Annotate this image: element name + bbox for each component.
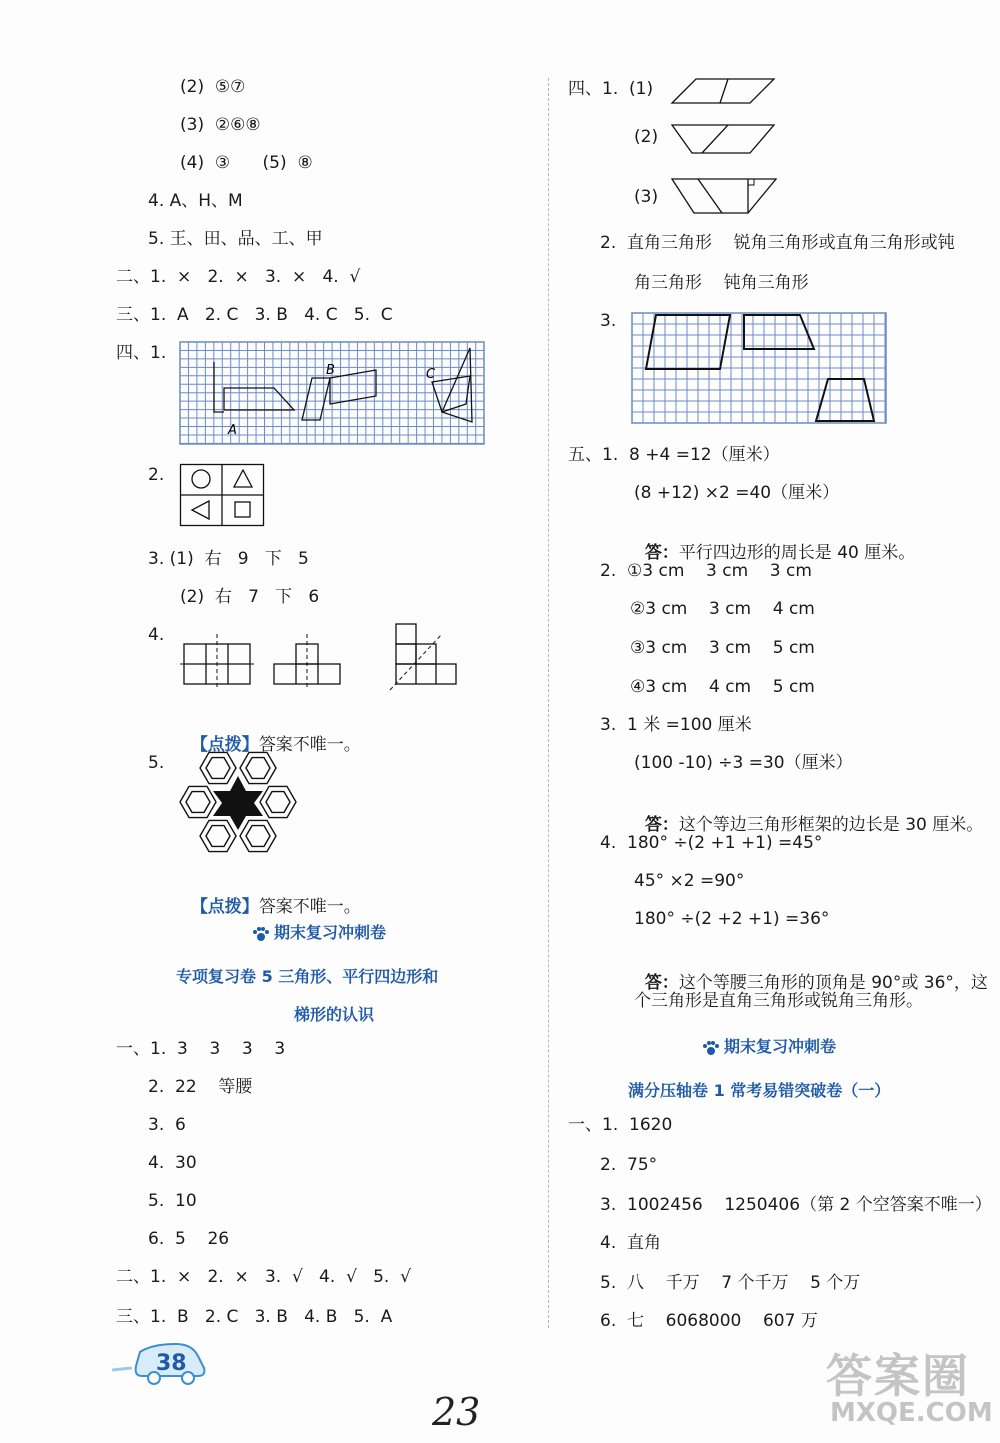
hexagon-shape	[206, 758, 230, 779]
column-divider	[548, 78, 549, 1328]
answer-line	[634, 950, 988, 994]
answer-line: 4. 30	[148, 1153, 197, 1173]
hexagon-shape	[246, 758, 270, 779]
answer-line: 四、1.	[116, 343, 167, 363]
answer-tag: 答：	[644, 543, 679, 563]
answer-line: 5.	[148, 753, 165, 773]
answer-line: 5. 八 千万 7 个千万 5 个万	[600, 1273, 861, 1293]
answer-line: (2) ⑤⑦	[180, 77, 246, 97]
answer-line: 2. 75°	[600, 1155, 658, 1175]
answer-line: 2. 22 等腰	[148, 1077, 253, 1097]
answer-line: 3. 1002456 1250406（第 2 个空答案不唯一）	[600, 1195, 992, 1215]
answer-line: ③3 cm 3 cm 5 cm	[630, 638, 815, 658]
tip-tag: 【点拨】	[190, 897, 259, 917]
answer-line: 2. ①3 cm 3 cm 3 cm	[600, 561, 812, 581]
symbol-table-figure	[180, 464, 264, 526]
answer-line: 4. A、H、M	[148, 191, 243, 211]
square-icon	[235, 502, 250, 517]
answer-line: 二、1. × 2. × 3. √ 4. √ 5. √	[116, 1267, 411, 1287]
answer-line: 4.	[148, 625, 165, 645]
page-number: 38	[156, 1351, 187, 1376]
grid-figure-translation	[180, 342, 486, 446]
answer-text: 平行四边形的周长是 40 厘米。	[678, 543, 916, 563]
section-subtitle: 专项复习卷 5 三角形、平行四边形和	[176, 967, 439, 986]
answer-tag: 答：	[644, 973, 679, 993]
paw-icon	[702, 1041, 720, 1055]
handwritten-page-mark: 23	[432, 1390, 481, 1434]
section-subtitle: 满分压轴卷 1 常考易错突破卷（一）	[628, 1081, 891, 1100]
tip-line	[180, 874, 361, 918]
page-number-badge	[112, 1342, 212, 1388]
answer-text: 这个等边三角形框架的边长是 30 厘米。	[678, 815, 984, 835]
answer-line: (3)	[634, 187, 659, 207]
parallelogram-figure-1	[668, 76, 778, 106]
trapezoid-figure-2	[668, 122, 778, 156]
answer-line: 3. (1) 右 9 下 5	[148, 549, 309, 569]
answer-line: ②3 cm 3 cm 4 cm	[630, 599, 815, 619]
hexagon-shape	[246, 826, 270, 847]
triangle-left-icon	[192, 501, 209, 519]
answer-line: 3.	[600, 311, 617, 331]
hexagon-shape	[186, 792, 210, 813]
watermark-url: MXQE.COM	[830, 1398, 993, 1428]
answer-line: 5. 王、田、品、工、甲	[148, 229, 323, 249]
answer-line: 5. 10	[148, 1191, 197, 1211]
grid-figure-quadrilaterals	[632, 313, 888, 425]
answer-line: 6. 七 6068000 607 万	[600, 1311, 818, 1331]
symmetry-figures	[180, 624, 480, 690]
answer-line: 三、1. B 2. C 3. B 4. B 5. A	[116, 1307, 393, 1327]
answer-line: 2.	[148, 465, 165, 485]
answer-line: (2)	[634, 127, 659, 147]
section-title: 期末复习冲刺卷	[252, 920, 386, 943]
answer-line: (3) ②⑥⑧	[180, 115, 261, 135]
answer-line: 一、1. 3 3 3 3	[116, 1039, 286, 1059]
answer-line: 4. 180° ÷(2 +1 +1) =45°	[600, 833, 823, 853]
answer-line: 3. 1 米 =100 厘米	[600, 715, 752, 735]
tip-text: 答案不唯一。	[258, 735, 361, 755]
grid-label-c: C	[426, 367, 436, 382]
grid-label-a: A	[228, 423, 237, 438]
hexagon-star-figure	[176, 746, 300, 860]
paw-icon	[252, 927, 270, 941]
answer-line: (2) 右 7 下 6	[180, 587, 320, 607]
circle-icon	[192, 470, 210, 488]
answer-line: 三、1. A 2. C 3. B 4. C 5. C	[116, 305, 393, 325]
answer-line	[634, 520, 915, 564]
answer-line: 45° ×2 =90°	[634, 871, 745, 891]
answer-line: (100 -10) ÷3 =30（厘米）	[634, 753, 853, 773]
hexagon-shape	[266, 792, 290, 813]
answer-line: 个三角形是直角三角形或锐角三角形。	[634, 991, 923, 1011]
answer-line: 3. 6	[148, 1115, 186, 1135]
answer-text: 这个等腰三角形的顶角是 90°或 36°，这	[678, 973, 988, 993]
answer-line: 6. 5 26	[148, 1229, 230, 1249]
answer-line: (8 +12) ×2 =40（厘米）	[634, 483, 840, 503]
answer-line: 180° ÷(2 +2 +1) =36°	[634, 909, 830, 929]
answer-line: 四、1. (1)	[568, 79, 654, 99]
section-title: 期末复习冲刺卷	[702, 1034, 836, 1057]
tip-text: 答案不唯一。	[258, 897, 361, 917]
hexagon-shape	[206, 826, 230, 847]
answer-line: 4. 直角	[600, 1233, 662, 1253]
answer-line	[634, 792, 983, 836]
answer-line: 二、1. × 2. × 3. × 4. √	[116, 267, 361, 287]
answer-line: ④3 cm 4 cm 5 cm	[630, 677, 815, 697]
answer-line: 2. 直角三角形 锐角三角形或直角三角形或钝	[600, 233, 955, 253]
trapezoid-figure-3	[668, 176, 780, 216]
grid-label-b: B	[326, 363, 335, 378]
answer-line: 五、1. 8 +4 =12（厘米）	[568, 445, 780, 465]
answer-line: 角三角形 钝角三角形	[634, 273, 809, 293]
watermark-logo: 答案圈	[826, 1349, 970, 1403]
answer-tag: 答：	[644, 815, 679, 835]
triangle-up-icon	[234, 470, 252, 487]
answer-line: 一、1. 1620	[568, 1115, 673, 1135]
answer-line: (4) ③ (5) ⑧	[180, 153, 313, 173]
section-subtitle: 梯形的认识	[294, 1005, 375, 1024]
tip-tag: 【点拨】	[190, 735, 259, 755]
